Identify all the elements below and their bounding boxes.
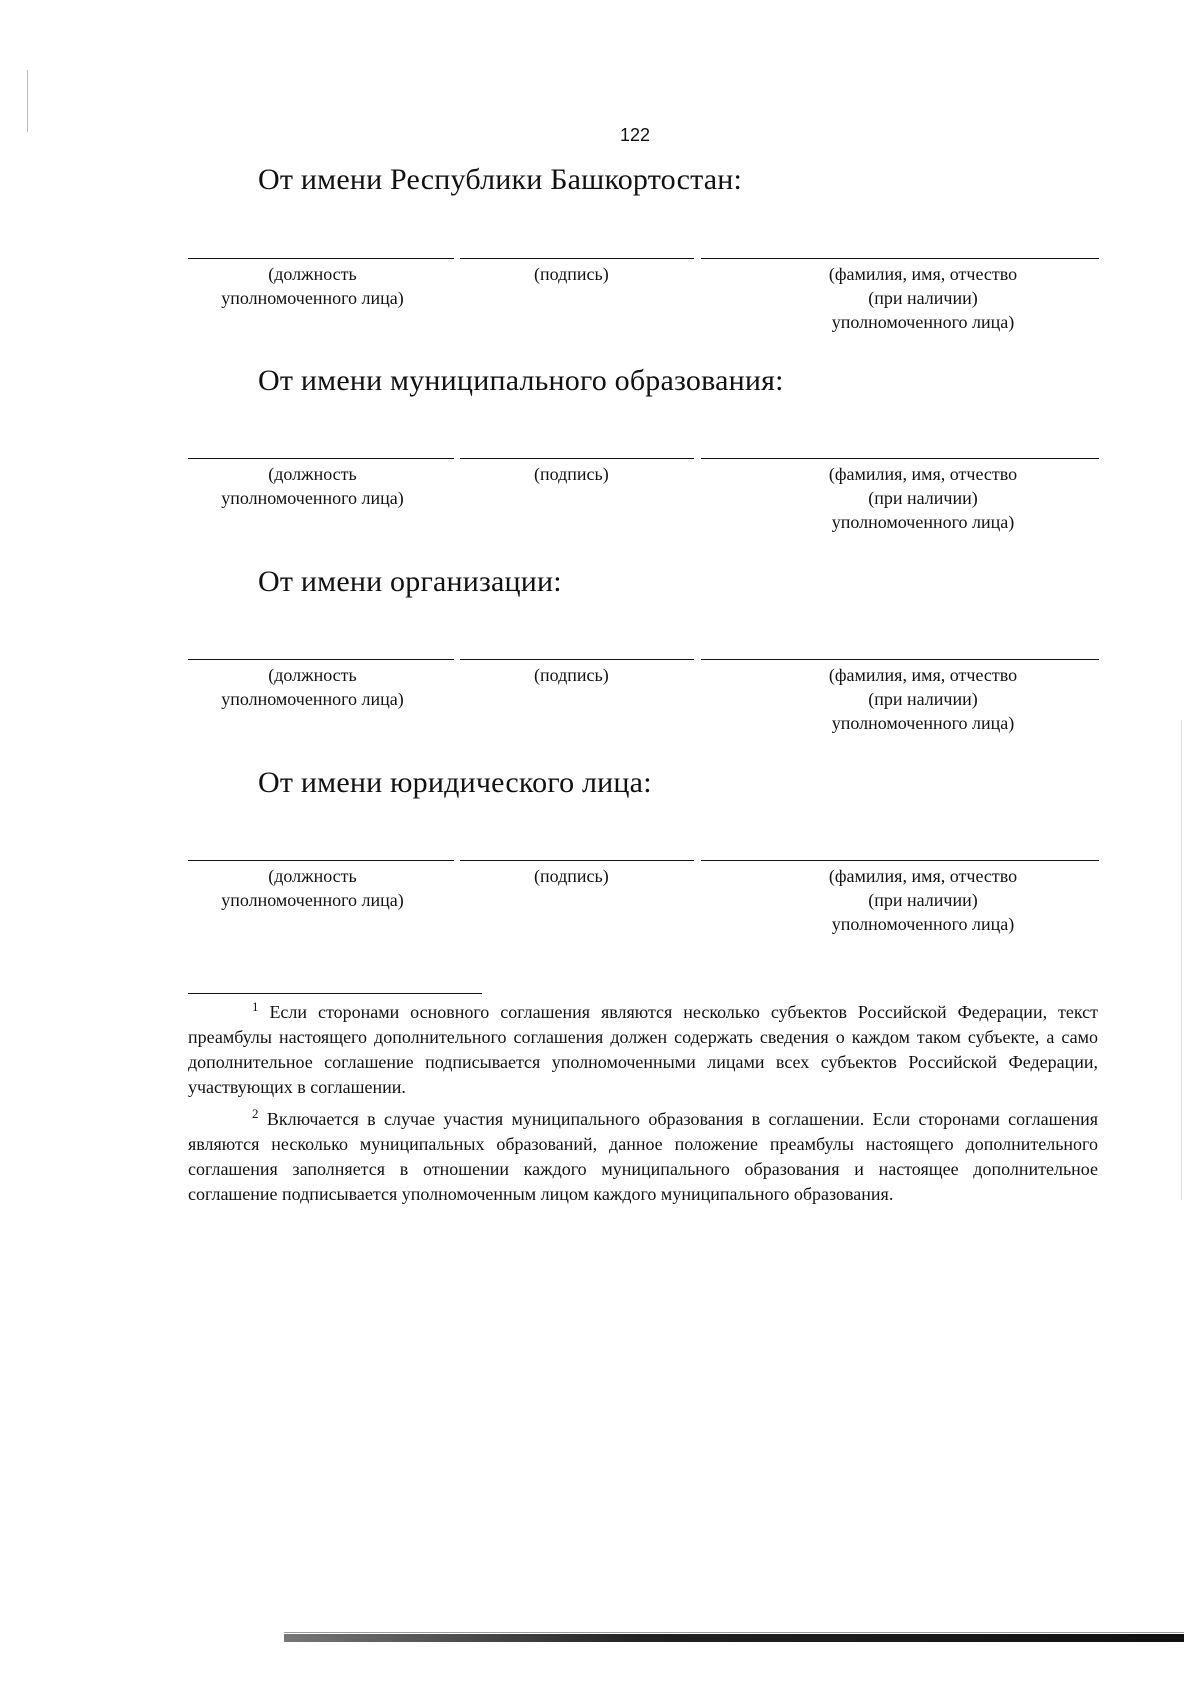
caption-signature: (подпись) [534,464,609,484]
signature-line-signature [460,458,694,459]
scan-bottom-bar [284,1634,1184,1642]
caption-position [190,663,435,711]
section-heading-organization: От имени организации: [258,565,562,598]
footnote-2 [188,1107,1098,1207]
caption-position-line2: уполномоченного лица) [221,488,404,508]
page-number: 122 [620,125,651,145]
caption-full-name-line3: уполномоченного лица) [831,512,1015,532]
caption-signature: (подпись) [534,665,609,685]
caption-position-line1: (должность [268,464,357,484]
caption-full-name-line2: (при наличии) [868,288,978,308]
scan-edge-mark [1181,720,1182,1200]
caption-full-name-line3: уполномоченного лица) [831,713,1015,733]
caption-full-name [808,462,1038,534]
section-heading-municipality: От имени муниципального образования: [258,364,784,397]
caption-position-line1: (должность [268,665,357,685]
signature-line-name [701,458,1099,459]
footnote-separator [188,993,482,994]
footnote-1 [188,1000,1098,1100]
footnote-marker: 1 [252,999,259,1014]
caption-position [190,864,435,912]
footnote-text: Включается в случае участия муниципального образования в соглашении. Если сторонами соглашения являются несколько муниципальных образований, данное положение преамбулы настоящего дополнительного соглашения заполняется в отношении каждого муниципального образования и настоящее дополнительное соглашение подписывается уполномоченным лицом каждого муниципального образования. [188,1109,1099,1204]
section-heading-republic: От имени Республики Башкортостан: [258,163,743,196]
caption-full-name-line1: (фамилия, имя, отчество [828,464,1018,484]
signature-line-signature [460,659,694,660]
signature-line-position [188,860,454,861]
section-heading-legal-entity: От имени юридического лица: [258,766,652,799]
caption-position [190,462,435,510]
signature-line-position [188,458,454,459]
footnote-marker: 2 [252,1106,259,1121]
caption-position-line2: уполномоченного лица) [221,689,404,709]
caption-full-name-line1: (фамилия, имя, отчество [828,264,1018,284]
signature-line-position [188,659,454,660]
signature-line-name [701,860,1099,861]
caption-signature: (подпись) [534,866,609,886]
caption-full-name-line1: (фамилия, имя, отчество [828,866,1018,886]
caption-full-name-line1: (фамилия, имя, отчество [828,665,1018,685]
caption-full-name-line3: уполномоченного лица) [831,312,1015,332]
caption-position [190,262,435,310]
caption-full-name [808,262,1038,334]
caption-full-name [808,864,1038,936]
caption-position-line2: уполномоченного лица) [221,288,404,308]
caption-position-line1: (должность [268,866,357,886]
caption-full-name-line2: (при наличии) [868,890,978,910]
footnote-text: Если сторонами основного соглашения являются несколько субъектов Российской Федерации, текст преамбулы настоящего дополнительного соглашения должен содержать сведения о каждом таком субъекте, а само дополнительное соглашение подписывается уполномоченными лицами всех субъектов Российской Федерации, участвующих в соглашении. [188,1002,1099,1097]
signature-line-signature [460,860,694,861]
caption-position-line1: (должность [268,264,357,284]
scan-edge-mark [27,70,28,132]
signature-line-name [701,659,1099,660]
caption-full-name-line2: (при наличии) [868,488,978,508]
signature-line-signature [460,258,694,259]
caption-full-name-line2: (при наличии) [868,689,978,709]
caption-position-line2: уполномоченного лица) [221,890,404,910]
scan-bottom-edge [284,1632,1184,1633]
caption-signature: (подпись) [534,264,609,284]
caption-full-name [808,663,1038,735]
signature-line-position [188,258,454,259]
caption-full-name-line3: уполномоченного лица) [831,914,1015,934]
signature-line-name [701,258,1099,259]
